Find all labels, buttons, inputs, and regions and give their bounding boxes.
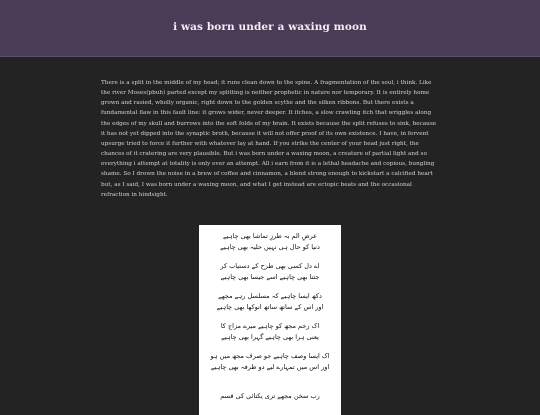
site-header [0,0,540,57]
poem-stanza [209,291,331,313]
poem-stanza [209,231,331,253]
poem-verse: اور اس میں تمہارے لیے دو طرفہ بھی چاہیے [210,363,330,371]
poem-verse: اور اس کے ساتھ ساتھ انوکھا بھی چاہیے [216,303,324,311]
poem-stanza [209,261,331,283]
page-content [0,57,540,405]
poem-verse: اک ایسا وصف چاہیے جو صرف مجھ میں ہو [210,352,330,360]
poem-verse: اے دل کسی بھی طرح کے دستیاب کر [220,262,320,270]
poem-image[interactable] [199,225,341,415]
poem-verse: دنیا کو حال ہی نہیں حلیہ بھی چاہیے [220,243,320,251]
blog-title[interactable]: i was born under a waxing moon [173,21,367,33]
poem-stanza [209,351,331,373]
poem-verse: یعنی ہرا بھی چاہیے گہرا بھی چاہیے [221,333,319,341]
poem-stanza [209,391,331,402]
poem-verse: دکھ ایسا چاہیے کہ مسلسل رہے مجھے [218,292,322,300]
poem-verse: رب سخن مجھے تری یکتائی کی قسم [220,392,320,400]
poem-stanza [209,321,331,343]
poem-verse: عرضِ الم بہ طرزِ تماشا بھی چاہیے [222,232,318,240]
poem-verse: اک زخم مجھ کو چاہیے میرے مزاج کا [220,322,320,330]
post-body: There is a split in the middle of my head; it runs clean down to the spine. A fragmentation of the soul, i think. Like the river Moses(pbuh) parted except my splitting is neither prophetic in nature nor temporary. It is entirely home grown and rasied, wholly organic, right down to the golden scythe and the silken ribbons. But there exists a fundamental flaw in this fault line: it grows wider, never deeper. It itches, a slow crawling itch that wriggles along the edges of my skull and burrows into the soft folds of my brain. It exists because the split refuses to sink, because it has not yet dipped into the synaptic broth, because it will not offer proof of its own existence. I have, in fervent upsurge tried to force it further with whatever lay at hand. If you strike the center of your head just right, the chances of it cratering are very plausible. But i was born under a waxing moon, a creature of partial light and so everything i attempt at totality is only ever an attempt. All i earn from it is a lethal headache and copious, bungling shame. So I drown the noise in a brew of coffee and cinnamon, a blend strong enough to kickstart a calcified heart but, as I said, I was born under a waxing moon, and what I get instead are ectopic beats and the occasional refraction in hindsight. [101,80,437,198]
poem-verse: جتنا بھی چاہیے اسے جیسا بھی چاہیے [220,273,320,281]
